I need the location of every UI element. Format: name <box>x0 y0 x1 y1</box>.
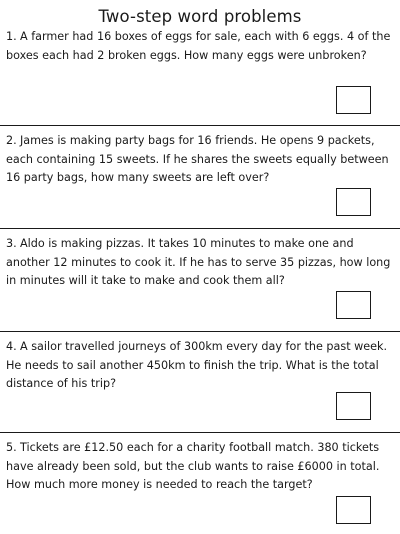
problem-4-answer-box[interactable] <box>336 392 371 420</box>
problem-5-number: 5. <box>6 441 17 454</box>
problem-5-text-block <box>6 439 392 495</box>
problem-4-text-block <box>6 338 392 394</box>
problem-5-answer-box[interactable] <box>336 496 371 524</box>
problem-3-answer-box[interactable] <box>336 291 371 319</box>
problem-2-text-block <box>6 132 392 188</box>
problem-divider <box>0 432 400 433</box>
problem-3-number: 3. <box>6 237 17 250</box>
problem-2-number: 2. <box>6 134 17 147</box>
problem-2-text: James is making party bags for 16 friends. He opens 9 packets, each containing 15 sweets. If he shares the sweets equally between 16 party bags, how many sweets are left over? <box>6 134 389 184</box>
problem-1-number: 1. <box>6 30 17 43</box>
problem-5-text: Tickets are £12.50 each for a charity football match. 380 tickets have already been sold, but the club wants to raise £6000 in total. How much more money is needed to reach the target? <box>6 441 380 491</box>
problem-divider <box>0 228 400 229</box>
problem-4-text: A sailor travelled journeys of 300km every day for the past week. He needs to sail another 450km to finish the trip. What is the total distance of his trip? <box>6 340 388 390</box>
problem-4-number: 4. <box>6 340 17 353</box>
problem-divider <box>0 125 400 126</box>
problem-divider <box>0 331 400 332</box>
problem-3-text: Aldo is making pizzas. It takes 10 minutes to make one and another 12 minutes to cook it. If he has to serve 35 pizzas, how long in minutes will it take to make and cook them all? <box>6 237 391 287</box>
problem-1-text: A farmer had 16 boxes of eggs for sale, each with 6 eggs. 4 of the boxes each had 2 broken eggs. How many eggs were unbroken? <box>6 30 391 62</box>
problem-2-answer-box[interactable] <box>336 188 371 216</box>
problem-1-answer-box[interactable] <box>336 86 371 114</box>
problem-3-text-block <box>6 235 392 291</box>
problem-1-text-block <box>6 28 392 65</box>
worksheet-title: Two-step word problems <box>98 7 302 26</box>
